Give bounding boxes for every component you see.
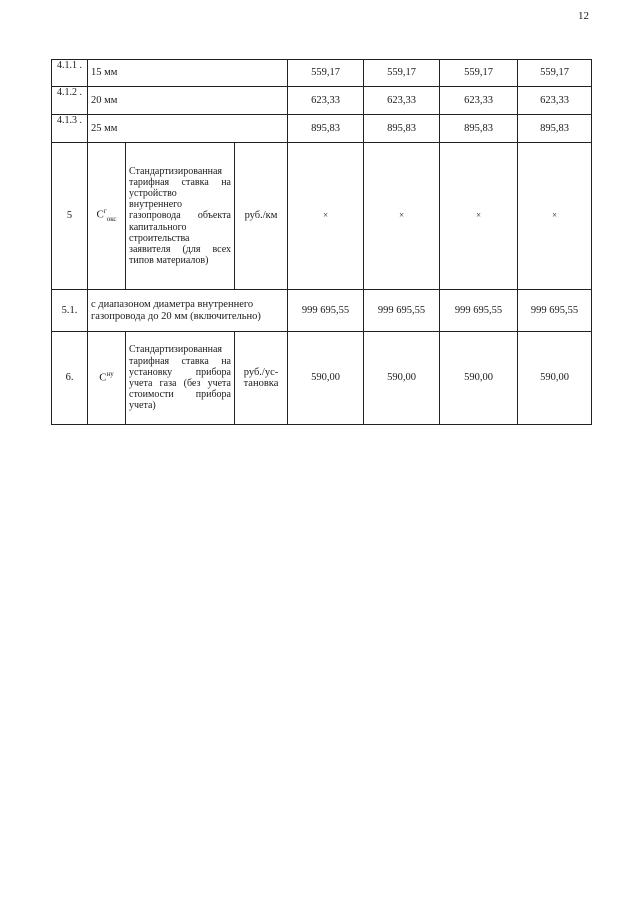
table-row — [52, 115, 592, 143]
table-row — [52, 87, 592, 115]
value-cell: × — [518, 143, 592, 290]
row-number: 4.1.1 . — [52, 60, 88, 87]
value-cell: 623,33 — [440, 87, 518, 115]
value-cell: 999 695,55 — [440, 290, 518, 332]
row-number: 5.1. — [52, 290, 88, 332]
row-number: 6. — [52, 332, 88, 425]
symbol-base: C — [96, 209, 104, 222]
value-cell: 590,00 — [440, 332, 518, 425]
row-number: 4.1.3 . — [52, 115, 88, 143]
symbol-sub: окс — [106, 215, 117, 224]
value-cell: 999 695,55 — [518, 290, 592, 332]
symbol-sup: ну — [106, 370, 114, 379]
value-cell: 590,00 — [364, 332, 440, 425]
row-number: 4.1.2 . — [52, 87, 88, 115]
row-number: 5 — [52, 143, 88, 290]
value-cell: 623,33 — [518, 87, 592, 115]
table-row — [52, 290, 592, 332]
value-cell: 999 695,55 — [288, 290, 364, 332]
tariff-symbol — [88, 143, 126, 290]
value-cell: 559,17 — [440, 60, 518, 87]
value-cell: 559,17 — [288, 60, 364, 87]
value-cell: × — [288, 143, 364, 290]
symbol-sup: г — [103, 207, 107, 216]
row-label: 20 мм — [88, 87, 288, 115]
row-description: Стандартизированная тарифная ставка на устройство внутреннего газопровода объекта капитального строительства заявителя (для всех типов материалов) — [126, 143, 235, 290]
value-cell: 895,83 — [288, 115, 364, 143]
value-cell: 623,33 — [288, 87, 364, 115]
unit-cell: руб./ус-тановка — [235, 332, 288, 425]
value-cell: 999 695,55 — [364, 290, 440, 332]
tariff-symbol — [88, 332, 126, 425]
row-description: с диапазоном диаметра внутреннего газопровода до 20 мм (включительно) — [88, 290, 288, 332]
table-row — [52, 332, 592, 425]
tariff-table — [51, 59, 592, 425]
value-cell: × — [440, 143, 518, 290]
value-cell: 559,17 — [518, 60, 592, 87]
row-label: 25 мм — [88, 115, 288, 143]
value-cell: 895,83 — [440, 115, 518, 143]
symbol-base: C — [99, 372, 107, 385]
page-number: 12 — [578, 10, 589, 22]
value-cell: 895,83 — [364, 115, 440, 143]
value-cell: 559,17 — [364, 60, 440, 87]
row-label: 15 мм — [88, 60, 288, 87]
row-description: Стандартизированная тарифная ставка на установку прибора учета газа (без учета стоимости прибора учета) — [126, 332, 235, 425]
value-cell: 895,83 — [518, 115, 592, 143]
value-cell: 590,00 — [518, 332, 592, 425]
value-cell: 623,33 — [364, 87, 440, 115]
unit-cell: руб./км — [235, 143, 288, 290]
value-cell: × — [364, 143, 440, 290]
table-row — [52, 60, 592, 87]
value-cell: 590,00 — [288, 332, 364, 425]
table-row — [52, 143, 592, 290]
